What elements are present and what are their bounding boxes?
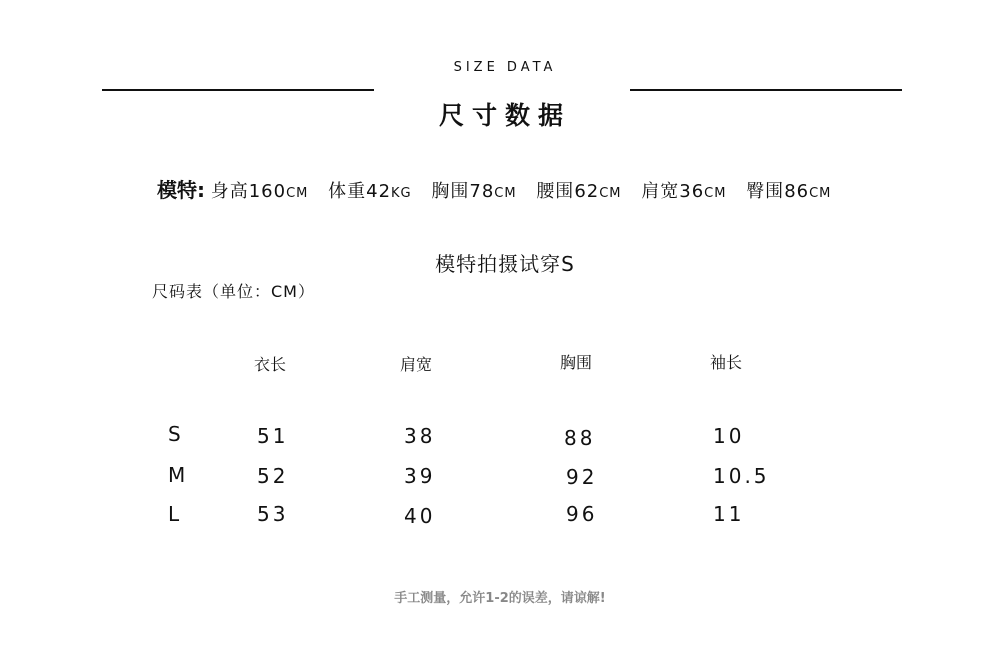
stat-name: 胸围 [431, 181, 470, 202]
stat-value: 42 [366, 181, 392, 202]
table-cell: 88 [564, 426, 596, 450]
stat-unit: kg [391, 181, 412, 202]
table-cell: 40 [404, 504, 436, 528]
stat-value: 86 [784, 181, 810, 202]
stat-name: 体重 [328, 181, 367, 202]
size-label-l: L [168, 502, 180, 526]
stat-name: 腰围 [536, 181, 575, 202]
stat-name: 臀围 [746, 181, 785, 202]
stat-name: 肩宽 [641, 181, 680, 202]
stat-unit: cm [286, 181, 309, 202]
table-cell: 10 [713, 424, 745, 448]
stat-value: 62 [574, 181, 600, 202]
table-cell: 96 [566, 502, 598, 526]
model-stat-waist [536, 181, 621, 202]
table-cell: 53 [257, 502, 289, 526]
column-header-bust: 胸围 [560, 353, 593, 372]
column-header-length: 衣长 [254, 355, 287, 374]
stat-unit: cm [494, 181, 517, 202]
table-cell: 52 [257, 464, 289, 488]
model-stat-height [211, 181, 309, 202]
size-table-label: 尺码表（单位：CM） [152, 282, 315, 301]
table-cell: 92 [566, 465, 598, 489]
model-stat-hip [746, 181, 831, 202]
stat-unit: cm [599, 181, 622, 202]
fitting-note: 模特拍摄试穿S [435, 252, 575, 276]
size-data-title-en: SIZE DATA [453, 60, 557, 75]
table-cell: 38 [404, 424, 436, 448]
size-label-m: M [168, 463, 186, 487]
stat-value: 160 [248, 181, 287, 202]
title-rule-right [630, 89, 902, 91]
title-rule-left [102, 89, 374, 91]
model-label: 模特: [157, 178, 205, 202]
table-cell: 51 [257, 424, 289, 448]
stat-unit: cm [809, 181, 832, 202]
table-cell: 39 [404, 464, 436, 488]
model-stat-shoulder [641, 181, 726, 202]
stat-value: 78 [469, 181, 495, 202]
stat-value: 36 [679, 181, 705, 202]
table-cell: 11 [713, 502, 745, 526]
column-header-sleeve: 袖长 [710, 353, 743, 372]
model-stat-bust [431, 181, 516, 202]
table-cell: 10.5 [713, 464, 770, 488]
size-label-s: S [168, 422, 181, 446]
model-measurements [157, 174, 845, 203]
size-data-title-cn: 尺寸数据 [438, 101, 571, 130]
stat-unit: cm [704, 181, 727, 202]
model-stat-weight [328, 181, 412, 202]
stat-name: 身高 [210, 181, 249, 202]
measurement-disclaimer: 手工测量，允许1-2的误差，请谅解! [394, 591, 606, 606]
column-header-shoulder: 肩宽 [400, 355, 433, 374]
